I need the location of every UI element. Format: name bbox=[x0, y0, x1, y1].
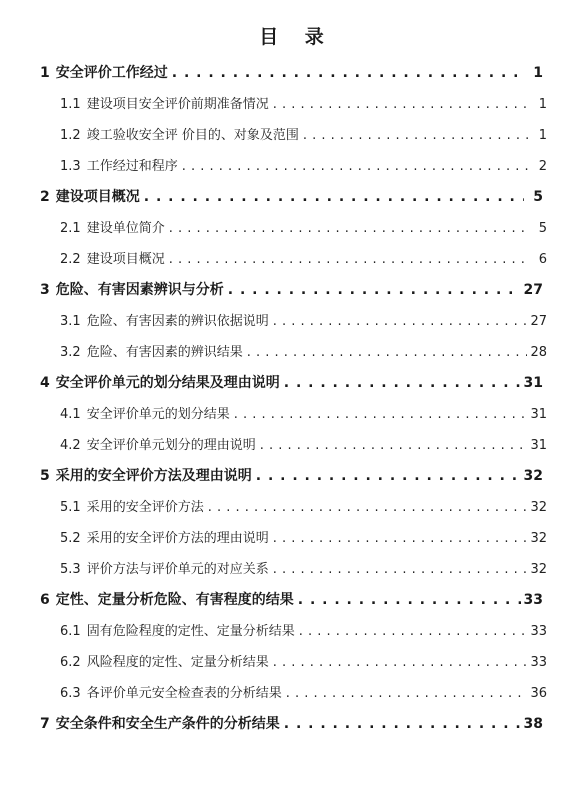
toc-section-entry[interactable] bbox=[0, 310, 583, 341]
toc-chapter-entry[interactable] bbox=[0, 62, 583, 93]
dot-leader bbox=[208, 500, 528, 515]
toc-entry-number: 1.1 bbox=[60, 97, 81, 112]
toc-chapter-entry[interactable] bbox=[0, 186, 583, 217]
toc-chapter-entry[interactable] bbox=[0, 713, 583, 744]
toc-entry-page-number: 33 bbox=[530, 655, 547, 670]
dot-leader bbox=[260, 438, 528, 453]
dot-leader bbox=[273, 314, 528, 329]
dot-leader bbox=[172, 65, 524, 81]
toc-entry-number: 3.2 bbox=[60, 345, 81, 360]
toc-entry-number: 5.3 bbox=[60, 562, 81, 577]
dot-leader bbox=[144, 189, 524, 205]
toc-entry-label: 危险、有害因素的辨识依据说明 bbox=[86, 314, 269, 329]
toc-entry-label: 安全评价单元划分的理由说明 bbox=[86, 438, 256, 453]
toc-section-entry[interactable] bbox=[0, 651, 583, 682]
toc-entry-label: 定性、定量分析危险、有害程度的结果 bbox=[55, 592, 294, 608]
toc-entry-number: 1.3 bbox=[60, 159, 81, 174]
toc-entry-number: 2 bbox=[40, 189, 50, 205]
toc-entry-label: 竣工验收安全评 价目的、对象及范围 bbox=[86, 128, 299, 143]
toc-chapter-entry[interactable] bbox=[0, 589, 583, 620]
dot-leader bbox=[273, 655, 528, 670]
toc-entry-label: 危险、有害因素的辨识结果 bbox=[86, 345, 243, 360]
toc-entry-number: 4.1 bbox=[60, 407, 81, 422]
page-title: 目 录 bbox=[259, 26, 334, 48]
dot-leader bbox=[234, 407, 528, 422]
toc-entry-page-number: 31 bbox=[530, 407, 547, 422]
toc-entry-number: 1 bbox=[40, 65, 50, 81]
toc-entry-number: 5.2 bbox=[60, 531, 81, 546]
toc-entry-label: 评价方法与评价单元的对应关系 bbox=[86, 562, 269, 577]
dot-leader bbox=[303, 128, 528, 143]
dot-leader bbox=[273, 562, 528, 577]
toc-entry-label: 安全评价工作经过 bbox=[55, 65, 168, 81]
toc-chapter-entry[interactable] bbox=[0, 279, 583, 310]
dot-leader bbox=[299, 624, 528, 639]
toc-entry-label: 工作经过和程序 bbox=[86, 159, 178, 174]
toc-section-entry[interactable] bbox=[0, 248, 583, 279]
dot-leader bbox=[284, 716, 521, 732]
toc-entry-page-number: 6 bbox=[538, 252, 547, 267]
dot-leader bbox=[298, 592, 521, 608]
toc-entry-label: 采用的安全评价方法的理由说明 bbox=[86, 531, 269, 546]
toc-section-entry[interactable] bbox=[0, 93, 583, 124]
dot-leader bbox=[256, 468, 521, 484]
toc-entry-number: 5.1 bbox=[60, 500, 81, 515]
toc-entry-number: 2.2 bbox=[60, 252, 81, 267]
toc-entry-label: 采用的安全评价方法 bbox=[86, 500, 204, 515]
toc-entry-number: 6.3 bbox=[60, 686, 81, 701]
toc-entry-label: 建设项目概况 bbox=[55, 189, 140, 205]
toc-entry-label: 安全评价单元的划分结果 bbox=[86, 407, 230, 422]
toc-entry-page-number: 28 bbox=[530, 345, 547, 360]
toc-entry-number: 6.1 bbox=[60, 624, 81, 639]
toc-entry-page-number: 33 bbox=[523, 592, 543, 608]
toc-entry-number: 6 bbox=[40, 592, 50, 608]
toc-entry-page-number: 33 bbox=[530, 624, 547, 639]
toc-section-entry[interactable] bbox=[0, 682, 583, 713]
toc-entry-page-number: 2 bbox=[538, 159, 547, 174]
toc-entry-page-number: 32 bbox=[530, 531, 547, 546]
dot-leader bbox=[273, 97, 528, 112]
toc-chapter-entry[interactable] bbox=[0, 372, 583, 403]
toc-entry-number: 6.2 bbox=[60, 655, 81, 670]
toc-entry-label: 建设项目安全评价前期准备情况 bbox=[86, 97, 269, 112]
toc-entry-page-number: 27 bbox=[523, 282, 543, 298]
toc-section-entry[interactable] bbox=[0, 496, 583, 527]
dot-leader bbox=[228, 282, 521, 298]
toc-entry-page-number: 32 bbox=[523, 468, 543, 484]
toc-entry-number: 3 bbox=[40, 282, 50, 298]
toc-entry-label: 危险、有害因素辨识与分析 bbox=[55, 282, 224, 298]
toc-entry-number: 1.2 bbox=[60, 128, 81, 143]
toc-entry-page-number: 5 bbox=[538, 221, 547, 236]
toc-entry-number: 4.2 bbox=[60, 438, 81, 453]
dot-leader bbox=[182, 159, 528, 174]
dot-leader bbox=[169, 252, 528, 267]
toc-entry-label: 安全条件和安全生产条件的分析结果 bbox=[55, 716, 280, 732]
toc-entry-page-number: 31 bbox=[523, 375, 543, 391]
toc-entry-page-number: 5 bbox=[533, 189, 543, 205]
dot-leader bbox=[247, 345, 528, 360]
toc-entry-label: 固有危险程度的定性、定量分析结果 bbox=[86, 624, 295, 639]
toc-entry-number: 2.1 bbox=[60, 221, 81, 236]
toc-section-entry[interactable] bbox=[0, 527, 583, 558]
toc-entry-number: 5 bbox=[40, 468, 50, 484]
toc-entry-page-number: 31 bbox=[530, 438, 547, 453]
dot-leader bbox=[284, 375, 521, 391]
dot-leader bbox=[286, 686, 528, 701]
toc-entry-number: 3.1 bbox=[60, 314, 81, 329]
toc-entry-page-number: 27 bbox=[530, 314, 547, 329]
toc-entry-page-number: 1 bbox=[538, 128, 547, 143]
toc-entry-label: 风险程度的定性、定量分析结果 bbox=[86, 655, 269, 670]
toc-entry-label: 各评价单元安全检查表的分析结果 bbox=[86, 686, 282, 701]
toc-entry-page-number: 1 bbox=[538, 97, 547, 112]
toc-section-entry[interactable] bbox=[0, 620, 583, 651]
toc-section-entry[interactable] bbox=[0, 403, 583, 434]
toc-entry-page-number: 38 bbox=[523, 716, 543, 732]
toc-entry-label: 采用的安全评价方法及理由说明 bbox=[55, 468, 252, 484]
toc-entry-page-number: 32 bbox=[530, 562, 547, 577]
toc-entry-page-number: 36 bbox=[530, 686, 547, 701]
toc-entry-number: 7 bbox=[40, 716, 50, 732]
toc-entry-page-number: 32 bbox=[530, 500, 547, 515]
toc-entry-label: 建设项目概况 bbox=[86, 252, 165, 267]
toc-chapter-entry[interactable] bbox=[0, 465, 583, 496]
toc-entry-label: 安全评价单元的划分结果及理由说明 bbox=[55, 375, 280, 391]
dot-leader bbox=[273, 531, 528, 546]
dot-leader bbox=[169, 221, 528, 236]
toc-entry-page-number: 1 bbox=[533, 65, 543, 81]
toc-section-entry[interactable] bbox=[0, 124, 583, 155]
toc-section-entry[interactable] bbox=[0, 155, 583, 186]
toc-section-entry[interactable] bbox=[0, 558, 583, 589]
toc-section-entry[interactable] bbox=[0, 434, 583, 465]
toc-section-entry[interactable] bbox=[0, 217, 583, 248]
table-of-contents bbox=[0, 62, 583, 744]
toc-section-entry[interactable] bbox=[0, 341, 583, 372]
toc-entry-number: 4 bbox=[40, 375, 50, 391]
toc-entry-label: 建设单位简介 bbox=[86, 221, 165, 236]
